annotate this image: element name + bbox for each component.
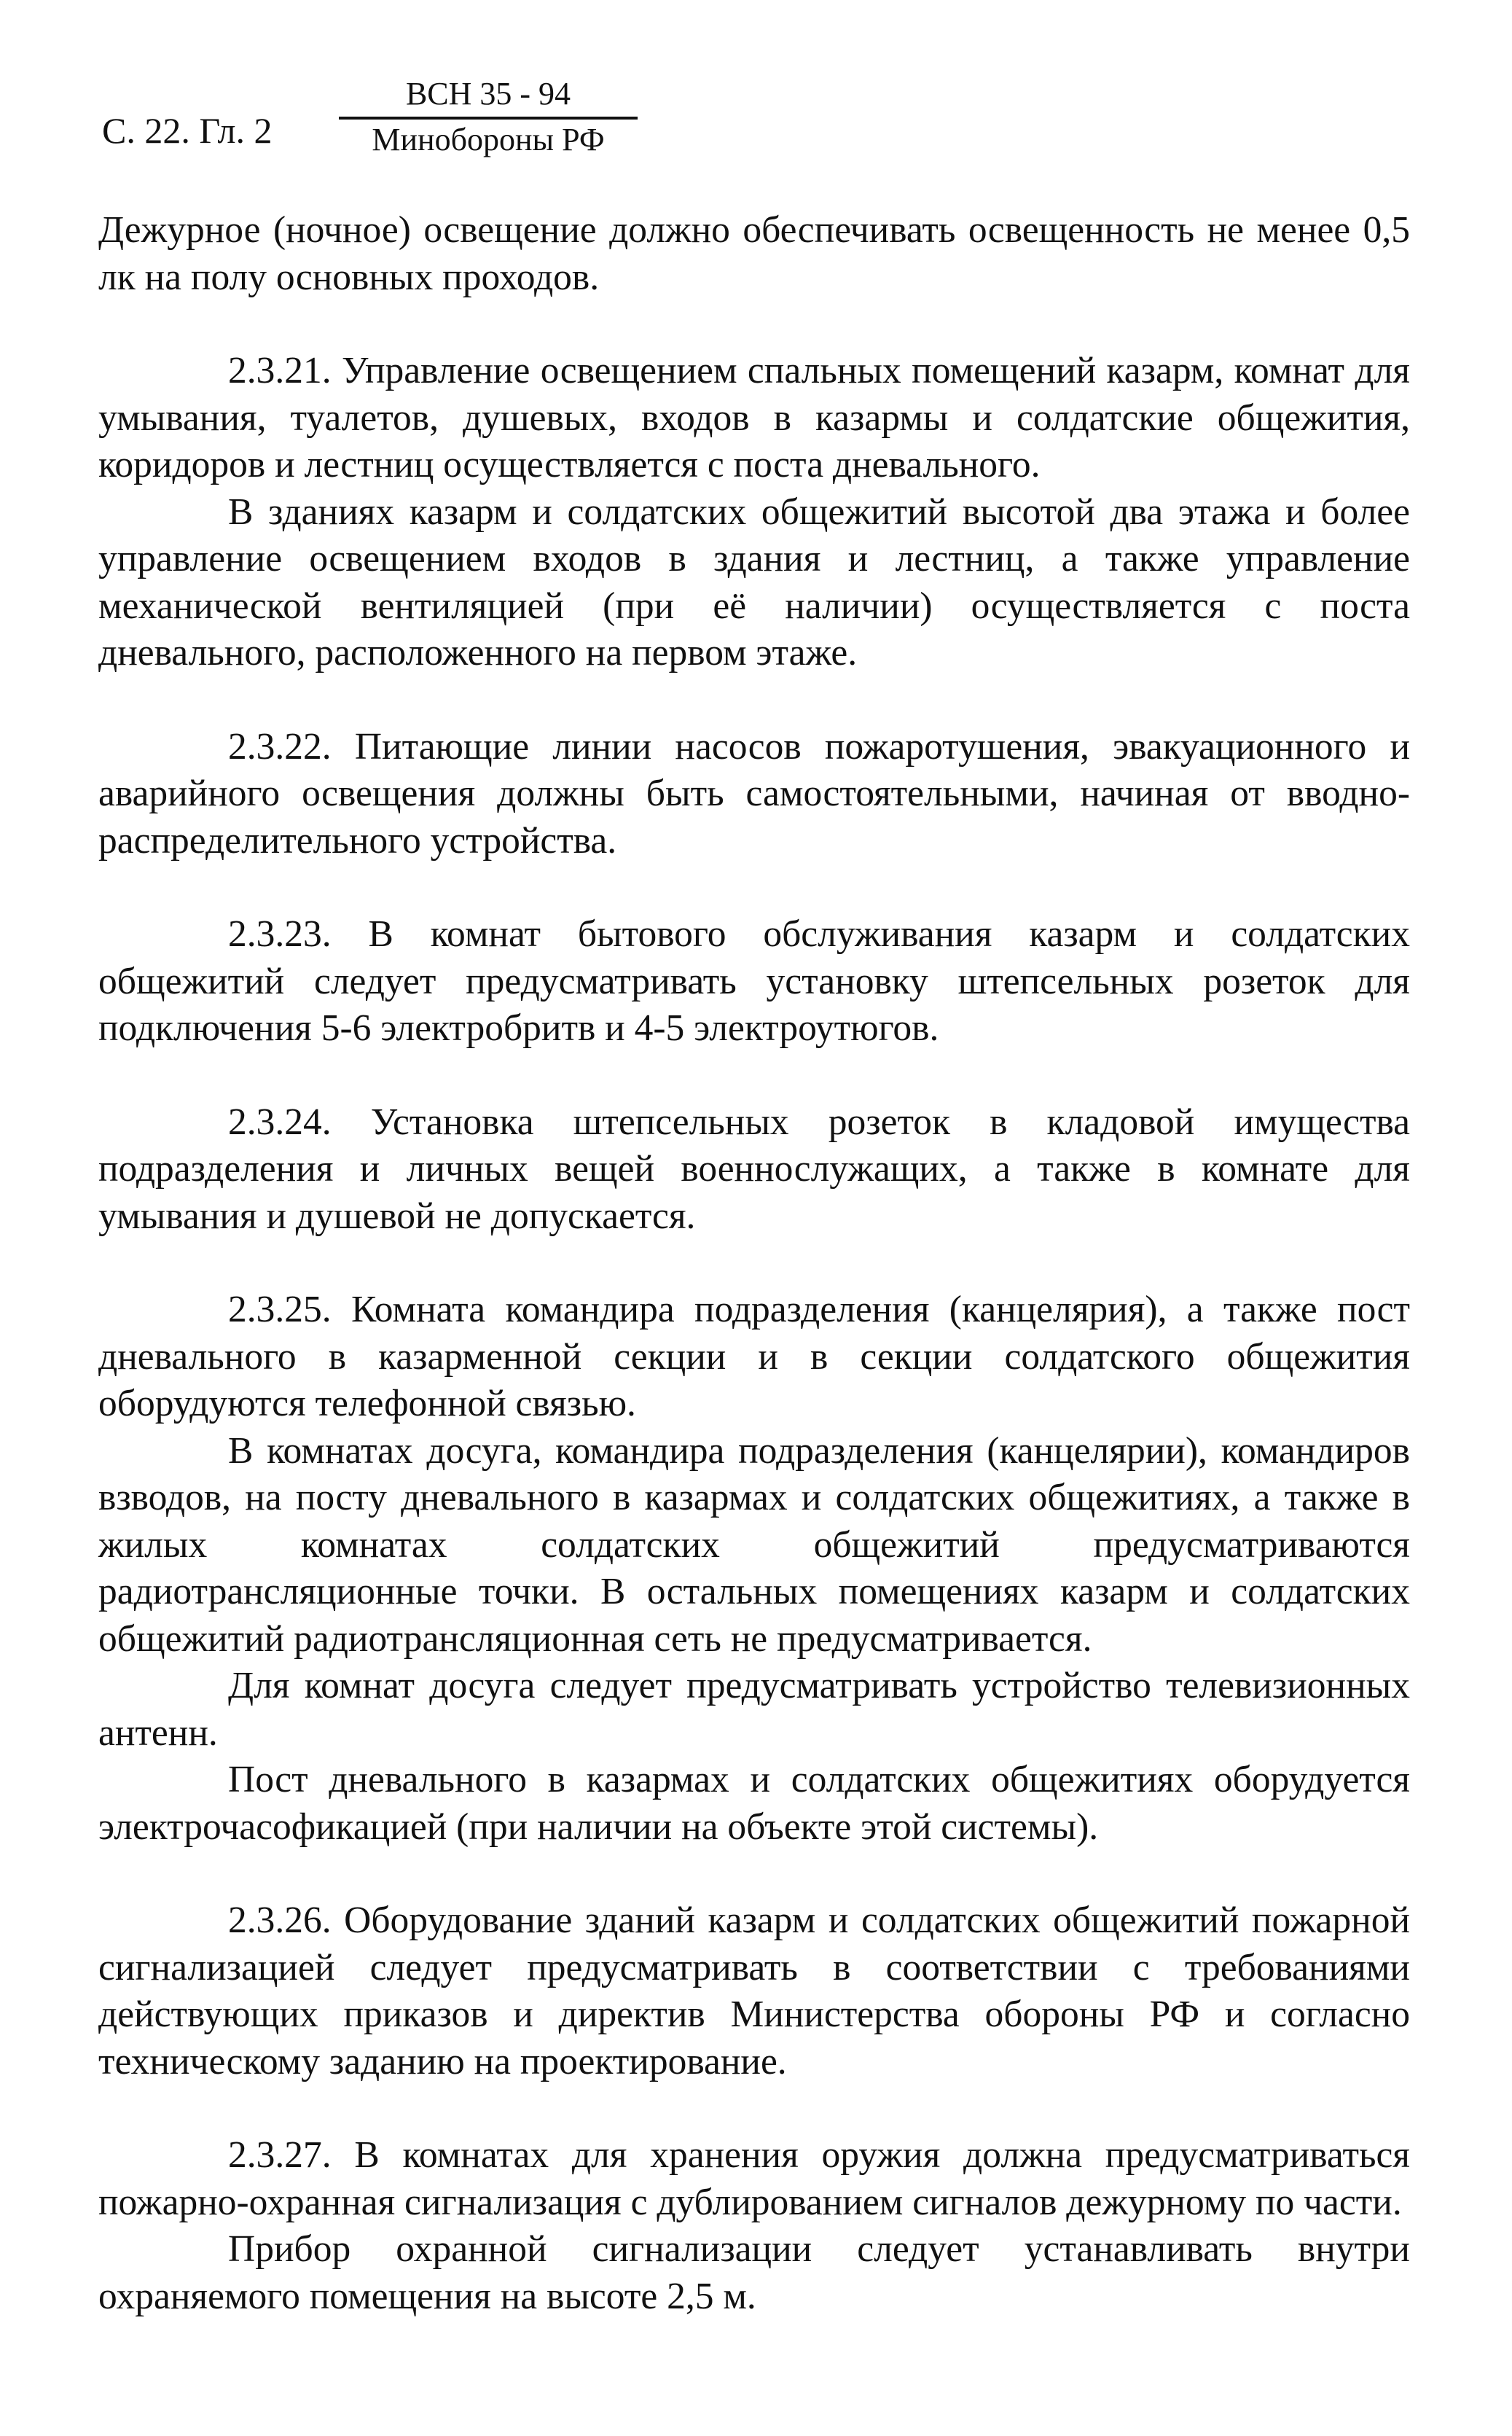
paragraph-2-3-27-alarm: Прибор охранной сигнализации следует устанавливать внутри охраняемого помещения на высоте 2,5 м.	[98, 2228, 1410, 2317]
page-header	[102, 67, 656, 176]
paragraph-2-3-27: 2.3.27. В комнатах для хранения оружия должна предусматриваться пожарно-охранная сигнализация с дублированием сигналов дежурному по части.	[98, 2134, 1410, 2223]
standard-reference	[339, 74, 638, 160]
standard-organization: Минобороны РФ	[372, 122, 605, 157]
paragraph-2-3-21-continued: В зданиях казарм и солдатских общежитий высотой два этажа и более управление освещением входов в здания и лестниц, а также управление механической вентиляцией (при её наличии) осуществляется с поста дневального, расположенного на первом этаже.	[98, 491, 1410, 674]
paragraph-2-3-25-tv: Для комнат досуга следует предусматривать устройство телевизионных антенн.	[98, 1665, 1410, 1754]
paragraph-night-lighting: Дежурное (ночное) освещение должно обеспечивать освещенность не менее 0,5 лк на полу основных проходов.	[98, 209, 1410, 298]
paragraph-2-3-25: 2.3.25. Комната командира подразделения (канцелярия), а также пост дневального в казарменной секции и в секции солдатского общежития оборудуются телефонной связью.	[98, 1289, 1410, 1424]
document-body	[98, 207, 1410, 2320]
paragraph-2-3-26: 2.3.26. Оборудование зданий казарм и солдатских общежитий пожарной сигнализацией следует предусматривать в соответствии с требованиями действующих приказов и директив Министерства обороны РФ и согласно техническому заданию на проектирование.	[98, 1900, 1410, 2082]
paragraph-2-3-25-radio: В комнатах досуга, командира подразделения (канцелярии), командиров взводов, на посту дневального в казармах и солдатских общежитиях, а также в жилых комнатах солдатских общежитий предусматриваются радиотрансляционные точки. В остальных помещениях казарм и солдатских общежитий радиотрансляционная сеть не предусматривается.	[98, 1429, 1410, 1660]
paragraph-2-3-25-clock: Пост дневального в казармах и солдатских общежитиях оборудуется электрочасофикацией (при наличии на объекте этой системы).	[98, 1759, 1410, 1848]
standard-code: ВСН 35 - 94	[339, 74, 638, 120]
paragraph-2-3-24: 2.3.24. Установка штепсельных розеток в кладовой имущества подразделения и личных вещей военнослужащих, а также в комнате для умывания и душевой не допускается.	[98, 1101, 1410, 1237]
paragraph-2-3-21: 2.3.21. Управление освещением спальных помещений казарм, комнат для умывания, туалетов, душевых, входов в казармы и солдатские общежития, коридоров и лестниц осуществляется с поста дневального.	[98, 350, 1410, 485]
page-chapter-ref: С. 22. Гл. 2	[102, 110, 273, 151]
paragraph-2-3-23: 2.3.23. В комнат бытового обслуживания казарм и солдатских общежитий следует предусматривать установку штепсельных розеток для подключения 5-6 электробритв и 4-5 электроутюгов.	[98, 913, 1410, 1049]
paragraph-2-3-22: 2.3.22. Питающие линии насосов пожаротушения, эвакуационного и аварийного освещения должны быть самостоятельными, начиная от вводно-распределительного устройства.	[98, 725, 1410, 862]
